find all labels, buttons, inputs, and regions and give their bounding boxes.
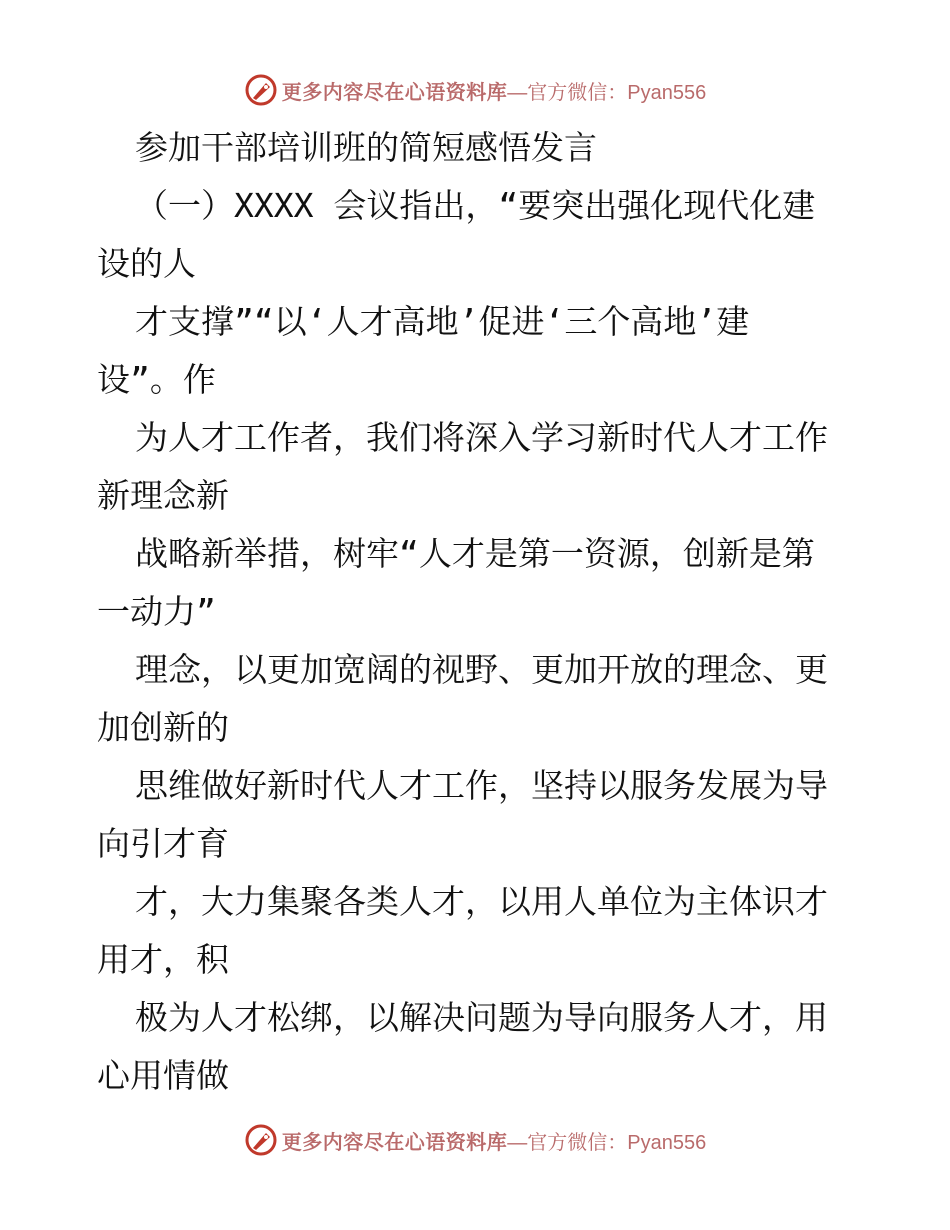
paragraph-line: 用才，积 xyxy=(97,940,229,979)
pen-nib-logo-icon xyxy=(244,1123,278,1157)
banner-main-text: 更多内容尽在心语资料库 xyxy=(281,1129,508,1154)
footer-banner xyxy=(0,1120,950,1160)
banner-sub-text: —官方微信：Pyan556 xyxy=(507,1131,707,1154)
paragraph-line: 设的人 xyxy=(97,244,196,283)
banner-main-text: 更多内容尽在心语资料库 xyxy=(281,79,508,104)
pen-nib-logo-icon xyxy=(244,73,278,107)
banner-sub-text: —官方微信：Pyan556 xyxy=(507,81,707,104)
paragraph-line: 战略新举措，树牢“人才是第一资源，创新是第 xyxy=(135,534,815,573)
paragraph-line: 心用情做 xyxy=(97,1056,229,1095)
paragraph-line: 加创新的 xyxy=(97,708,229,747)
paragraph-line: 向引才育 xyxy=(97,824,229,863)
header-banner xyxy=(0,70,950,110)
paragraph-line: （一）XXXX 会议指出，“要突出强化现代化建 xyxy=(135,186,816,225)
paragraph-line: 为人才工作者，我们将深入学习新时代人才工作 xyxy=(135,418,828,457)
paragraph-line: 一动力” xyxy=(97,592,216,631)
paragraph-line: 设”。作 xyxy=(97,360,216,399)
document-title: 参加干部培训班的简短感悟发言 xyxy=(135,128,597,167)
paragraph-line: 新理念新 xyxy=(97,476,229,515)
paragraph-line: 思维做好新时代人才工作，坚持以服务发展为导 xyxy=(135,766,828,805)
paragraph-line: 才支撑”“以‘人才高地’促进‘三个高地’建 xyxy=(135,302,750,341)
paragraph-line: 理念，以更加宽阔的视野、更加开放的理念、更 xyxy=(135,650,828,689)
paragraph-line: 才，大力集聚各类人才，以用人单位为主体识才 xyxy=(135,882,828,921)
paragraph-line: 极为人才松绑，以解决问题为导向服务人才，用 xyxy=(135,998,828,1037)
